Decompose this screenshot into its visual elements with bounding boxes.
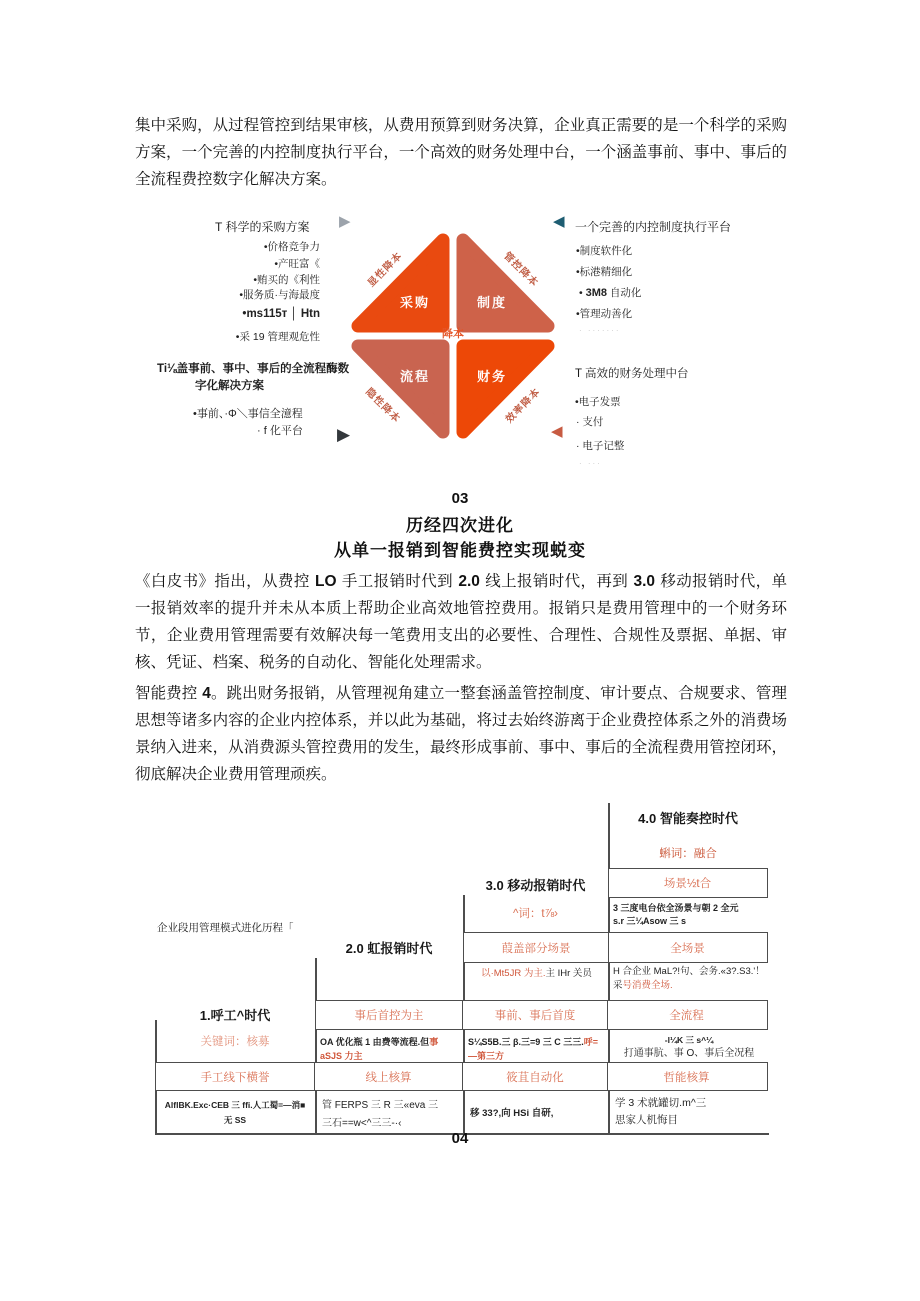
era3-header: 3.0 移动报销时代 <box>485 878 586 893</box>
whitepaper-paragraph <box>135 568 787 676</box>
annotation-bullet: · 支付 <box>576 416 604 428</box>
faint-dots: · ··· <box>579 459 602 468</box>
box-row-scene-fusion <box>608 868 768 898</box>
annotation-bullet: •电子发票 <box>575 396 621 408</box>
era3-control-note <box>468 1035 605 1063</box>
annotation-procurement-title: T 科学的采购方案 <box>215 220 310 234</box>
annotation-bullet: •贿买的《利性 <box>253 274 320 286</box>
era4-header: 4.0 智能奏控时代 <box>638 811 738 826</box>
note-line: 3 三度电台依全汤景与朝 2 全元 <box>613 903 739 913</box>
era3-bottom-cell: 移 33?,向 HSi 自研, <box>470 1108 554 1119</box>
annotation-bullet: · 电子记整 <box>576 440 625 452</box>
section-number: 03 <box>451 490 469 507</box>
faint-dots: · ······· <box>579 326 621 335</box>
annotation-bullet: •价格竞争力 <box>263 241 320 253</box>
era4-scene-note <box>613 902 767 928</box>
edge-label-explicit: 显性降本 <box>365 250 405 290</box>
cell-line: 管 FERPS 三 R 三«eva 三 <box>322 1100 439 1111</box>
era1-bottom-cell <box>157 1098 313 1128</box>
quadrant-label-finance: 财务 <box>476 369 507 384</box>
text-segment: 。跳出财务报销，从管理视角建立一整套涵盖管控制度、审计要点、合规要求、管理思想等诸多内容的企业内控体系，并以此为基础，将过去始终游离于企业费控体系之外的消费场景纳入进来，从消费源头管控费用的发生，最终形成事前、事中、事后的全流程费用管控闭环，彻底解决企业费用管理顽疾。 <box>135 684 787 783</box>
cost-reduction-diagram <box>135 208 790 476</box>
cell-partial-scene: 葭盖部分场景 <box>501 942 571 955</box>
era2-control-note <box>320 1035 460 1063</box>
note-black: 主 IHr 关员 <box>545 968 592 979</box>
text-segment: 智能费控 <box>135 684 203 702</box>
text-segment-bold: 2.0 <box>458 573 480 590</box>
smart-control-paragraph <box>135 680 787 788</box>
cell-line: AlflBK.Exc·CEB 三 ffi.人工蜀=—消■ <box>164 1100 306 1110</box>
text-segment: 移动报销时代，单一报销效率的提升并未从本质上帮助企业高效地管控费用。报销只是费用管理中的一个财务环节，企业费用管理需要有效解决每一笔费用支出的必要性、合理性、合规性及票据、单据、审核、凭证、档案、税务的自动化、智能化处理需求。 <box>135 572 788 671</box>
text-segment-bold: 4 <box>202 685 211 702</box>
note-black: S¼S5B.三 β.三=9 三 C 三三. <box>468 1037 584 1047</box>
note-black: OA 优化瓶 1 由费等流程.但 <box>320 1037 430 1047</box>
annotation-bullet: •ms115т │ Htn <box>242 308 320 320</box>
annotation-bullet: •服务质·与海最度 <box>239 289 320 301</box>
text-segment-bold: LO <box>315 573 337 590</box>
era2-header: 2.0 虹报销时代 <box>345 941 433 956</box>
annotation-bullet: · f 化平台 <box>257 425 303 437</box>
cell-full-process: 全流程 <box>607 1001 765 1029</box>
era1-keyword: 关键词：核募 <box>200 1036 270 1048</box>
note-black: H 合企业 MaL?!句、会务.«3?.S3.'！采 <box>613 966 765 991</box>
cell-pre-post-control: 事前、事后首度 <box>462 1001 607 1029</box>
annotation-bullet: •事前、·Φ＼事信全澺程 <box>193 408 303 420</box>
evolution-table <box>135 795 790 1145</box>
era3-scene-note <box>468 967 605 981</box>
note-line: -l¼K 三 s^¼ <box>664 1035 714 1045</box>
cell-manual-offline: 手工线下横誉 <box>200 1071 270 1084</box>
cell-online-accounting: 线上核算 <box>314 1063 462 1090</box>
diamond-graphic <box>338 220 568 453</box>
box-row-accounting <box>155 1062 768 1091</box>
text-segment: 线上报销时代，再到 <box>479 572 634 590</box>
bullet-suffix: 自动化 <box>607 287 642 299</box>
annotation-fullflow-title-line1: Ti⅛盖事前、事中、事后的全流程酶数 <box>157 363 350 375</box>
note-line: s.r 三¼Asow 三 s <box>613 916 687 926</box>
annotation-bullet: •管理动善化 <box>576 308 633 320</box>
annotation-finance-title: T 高效的财务处理中台 <box>575 368 689 380</box>
quadrant-label-procurement: 采购 <box>399 295 430 310</box>
note-orange: 号消费全场. <box>622 980 673 991</box>
text-segment: 手工报销时代到 <box>336 572 459 590</box>
center-label: 降本 <box>442 328 464 340</box>
annotation-bullet: •产旺富《 <box>274 258 320 270</box>
edge-label-control: 管控降本 <box>501 250 541 290</box>
bullet-prefix: • <box>579 287 586 299</box>
quadrant-label-process: 流程 <box>399 369 430 384</box>
annotation-fullflow-title-line2: 字化解决方案 <box>195 380 264 392</box>
cell-full-scene: 全场景 <box>608 933 766 962</box>
note-orange: 事 aSJS 力主 <box>320 1037 439 1061</box>
quadrant-label-system: 制度 <box>476 295 507 310</box>
era4-bottom-cell <box>615 1095 767 1129</box>
note-line: 打通事肮、事 O、事后全况程 <box>623 1048 755 1059</box>
teal-left-arrow-icon: ◀ <box>553 213 565 230</box>
cell-after-control: 事后首控为主 <box>354 1010 424 1022</box>
cell-line: 三石==w<^三三-·‹ <box>322 1118 402 1129</box>
box-row-scene <box>463 932 768 963</box>
cell-doc-automation: 筱苴自动化 <box>462 1063 607 1090</box>
annotation-bullet: •制度软件化 <box>576 245 633 257</box>
intro-paragraph: 集中采购，从过程管控到结果审核，从费用预算到财务决算，企业真正需要的是一个科学的采购方案，一个完善的内控制度执行平台，一个高效的财务处理中台，一个涵盖事前、事中、事后的全流程费控数字化解决方案。 <box>135 116 787 188</box>
brick-left-arrow-icon: ◀ <box>551 423 563 440</box>
era4-keyword: 蝌词：融合 <box>659 848 717 860</box>
cell-line: 思家人机悔目 <box>615 1114 678 1126</box>
cell-scene-fusion: 场景½t合 <box>663 878 712 890</box>
cell-smart-accounting: 哲能核算 <box>607 1063 765 1090</box>
table-vline-col2 <box>315 958 317 1135</box>
era3-keyword: ^词：t⅞› <box>512 908 558 920</box>
text-segment: 《白皮书》指出，从费控 <box>135 572 316 590</box>
section-title-line2: 从单一报销到智能费控实现蜕变 <box>334 541 586 560</box>
cell-line: 无 SS <box>223 1115 247 1125</box>
dark-right-arrow-icon: ▶ <box>337 425 351 444</box>
annotation-bullet: •采 19 管理观危性 <box>235 331 320 343</box>
note-orange: 呼=—第三方 <box>468 1037 599 1061</box>
note-orange: 以·Mt5JR 为主. <box>481 968 546 979</box>
edge-label-hidden: 隐性降本 <box>363 386 403 426</box>
box-row-control <box>315 1000 768 1030</box>
annotation-system-title: 一个完善的内控制度执行平台 <box>575 220 732 234</box>
section-title-line1: 历经四次进化 <box>406 516 514 535</box>
page-number: 04 <box>451 1130 469 1147</box>
era4-control-note <box>613 1033 765 1061</box>
gray-right-arrow-icon: ▶ <box>339 213 351 230</box>
table-caption: 企业段用管理模式进化历程「 <box>157 922 294 934</box>
cell-line: 学 3 术就罐切.m^三 <box>615 1097 707 1109</box>
era1-header: 1.呼工^时代 <box>199 1008 271 1023</box>
text-segment-bold: 3.0 <box>633 573 656 590</box>
era2-bottom-cell <box>322 1097 462 1133</box>
bullet-bold: 3M8 <box>585 287 607 299</box>
edge-label-efficiency: 效率降本 <box>503 386 543 426</box>
era4-coverage-note <box>613 965 765 993</box>
annotation-bullet <box>579 285 641 300</box>
annotation-bullet: •标港精细化 <box>576 266 633 278</box>
